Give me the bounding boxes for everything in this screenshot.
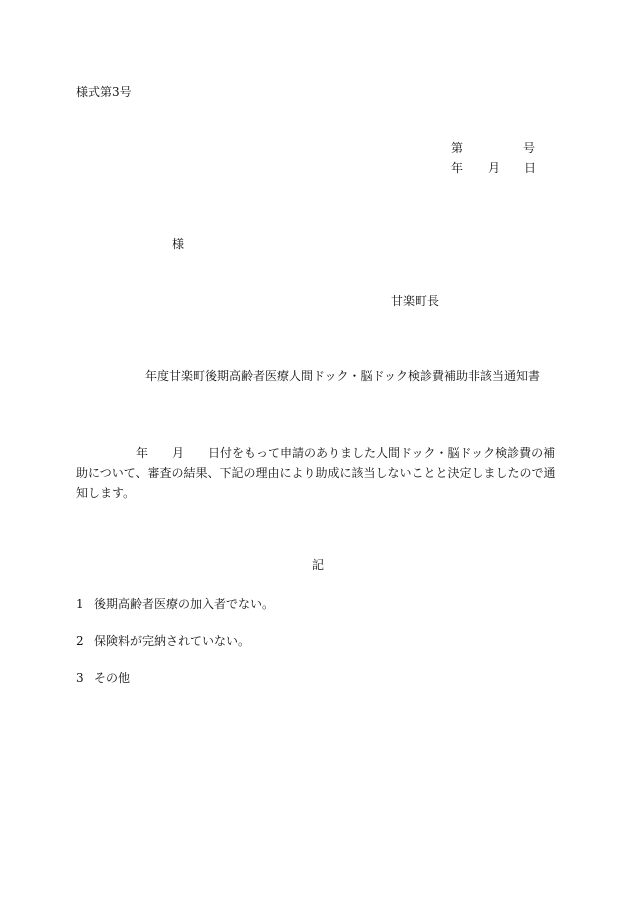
date-month-label: 月 — [488, 161, 501, 175]
body-month-label: 月 — [172, 446, 185, 460]
document-number — [451, 140, 535, 156]
reason-text: 後期高齢者医療の加入者でない。 — [94, 597, 275, 611]
body-year-label: 年 — [136, 446, 149, 460]
issuer-name: 甘楽町長 — [391, 294, 440, 308]
document-title: 年度甘楽町後期高齢者医療人間ドック・脳ドック検診費補助非該当通知書 — [145, 369, 541, 383]
document-number-suffix: 号 — [523, 141, 536, 155]
body-text: 日付をもって申請のありました人間ドック・脳ドック検診費の補助について、審査の結果、下記の理由により助成に該当しないことと決定しましたので通知します。 — [76, 446, 556, 500]
recipient-honorific: 様 — [172, 237, 185, 251]
date-year-label: 年 — [451, 161, 464, 175]
document-number-prefix: 第 — [451, 141, 464, 155]
reason-item — [76, 596, 274, 612]
issue-date — [451, 160, 536, 176]
reason-number: 3 — [76, 671, 84, 685]
reason-text: 保険料が完納されていない。 — [94, 634, 251, 648]
reason-number: 1 — [76, 597, 84, 611]
reason-text: その他 — [94, 671, 131, 685]
reason-number: 2 — [76, 634, 84, 648]
date-day-label: 日 — [524, 161, 537, 175]
reason-item — [76, 670, 130, 686]
ki-label: 記 — [312, 558, 325, 572]
reason-item — [76, 633, 250, 649]
body-paragraph — [76, 443, 560, 503]
form-number: 様式第3号 — [76, 85, 132, 99]
